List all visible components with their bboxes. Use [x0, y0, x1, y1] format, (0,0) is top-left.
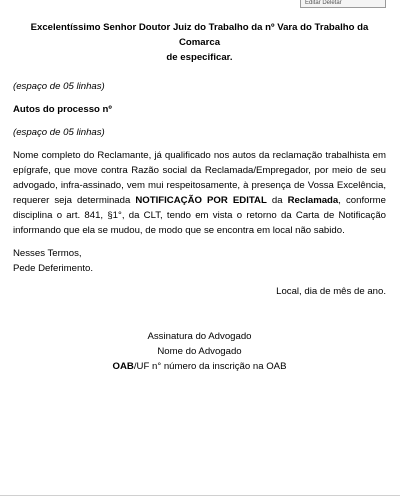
- body-bold-reclamada: Reclamada: [287, 195, 339, 206]
- spacer-note-1: (espaço de 05 linhas): [13, 81, 105, 92]
- bottom-divider: [0, 495, 400, 496]
- place-date-line: Local, dia de mês de ano.: [276, 286, 386, 297]
- signature-block: [13, 329, 386, 374]
- edit-delete-tab[interactable]: Editar Deletar: [300, 0, 386, 8]
- petition-body: [13, 148, 386, 238]
- closing-line-2: Pede Deferimento.: [13, 263, 93, 274]
- closing-line-1: Nesses Termos,: [13, 248, 82, 259]
- document-heading: [13, 20, 386, 65]
- heading-line-2: de especificar.: [166, 52, 233, 63]
- lawyer-name-line: Nome do Advogado: [157, 346, 242, 357]
- document-content: [13, 20, 386, 374]
- signature-line: Assinatura do Advogado: [147, 331, 252, 342]
- spacer-note-2: (espaço de 05 linhas): [13, 127, 105, 138]
- oab-line: [13, 359, 386, 374]
- oab-number-text: /UF n° número da inscrição na OAB: [133, 361, 287, 372]
- body-text-1: Nome completo do Reclamante, já qualificado nos autos da reclamação trabalhista em epígrafe, que move contra Razão social da Reclamada/Empregador, por meio de seu advogado, infra-assinado, vem mui respeitosamente, à presença de Vossa Excelência, requerer seja determinada: [13, 150, 386, 206]
- body-text-3: , conforme disciplina o art. 841, §1°, da CLT, tendo em vista o retorno da Carta de Notificação informando que ela se mudou, de modo que se encontra em local não sabido.: [13, 195, 386, 236]
- oab-label: OAB: [112, 361, 134, 372]
- case-number-line: Autos do processo nº: [13, 104, 112, 115]
- body-text-2: da: [266, 195, 288, 206]
- heading-line-1: Excelentíssimo Senhor Doutor Juiz do Trabalho da nº Vara do Trabalho da Comarca: [30, 22, 369, 48]
- body-bold-notification: NOTIFICAÇÃO POR EDITAL: [135, 195, 267, 206]
